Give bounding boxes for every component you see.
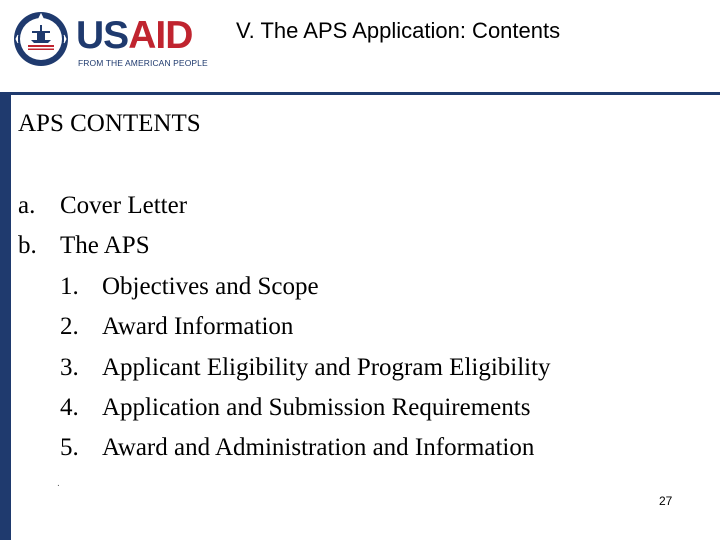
usaid-wordmark: USAID bbox=[76, 14, 193, 57]
list-item-text: Cover Letter bbox=[60, 192, 188, 219]
usaid-seal-icon bbox=[12, 10, 70, 68]
list-item-text: Award Information bbox=[102, 313, 294, 341]
left-accent-bar bbox=[0, 95, 11, 540]
list-item-text: Applicant Eligibility and Program Eligibility bbox=[102, 353, 551, 381]
list-marker: 2. bbox=[60, 313, 79, 341]
usaid-logo bbox=[12, 10, 212, 72]
list-marker: 3. bbox=[60, 353, 79, 381]
list-item-text: Application and Submission Requirements bbox=[102, 393, 531, 421]
list-item-text: Objectives and Scope bbox=[102, 272, 319, 300]
list-marker: a. bbox=[18, 192, 36, 219]
stray-mark: . bbox=[57, 478, 60, 489]
header-divider bbox=[0, 92, 720, 95]
page-number: 27 bbox=[659, 494, 673, 508]
section-heading: APS CONTENTS bbox=[18, 110, 201, 137]
list-marker: 4. bbox=[60, 393, 79, 421]
list-item-text: The APS bbox=[60, 232, 150, 260]
list-marker: 1. bbox=[60, 272, 79, 300]
usaid-tagline: FROM THE AMERICAN PEOPLE bbox=[78, 58, 208, 68]
slide-title: V. The APS Application: Contents bbox=[236, 18, 561, 43]
list-marker: b. bbox=[18, 232, 37, 260]
list-marker: 5. bbox=[60, 434, 79, 462]
list-item-text: Award and Administration and Information bbox=[102, 434, 535, 462]
